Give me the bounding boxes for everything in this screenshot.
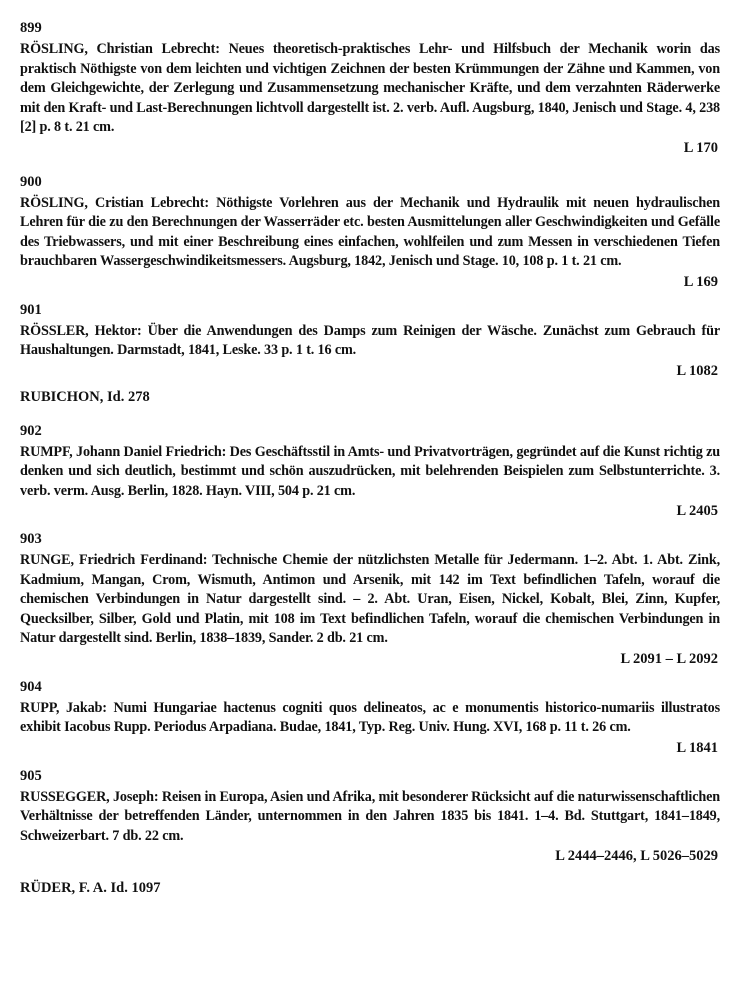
cross-reference-text: RUBICHON, Id. 278	[20, 388, 150, 405]
cross-reference-text: RÜDER, F. A. Id. 1097	[20, 880, 161, 896]
entry-shelfmark: L 169	[683, 273, 718, 290]
entry-number: 905	[20, 767, 42, 784]
catalog-entry-905	[20, 766, 720, 867]
entry-description	[20, 699, 720, 738]
entry-author: RUSSEGGER, Joseph:	[20, 788, 159, 805]
entry-text: Numi Hungariae hactenus cogniti quos delineatos, ac e monumentis historico-numariis illustratos exhibit Iacobus Rupp. Periodus Arpadiana. Budae, 1841, Typ. Reg. Univ. Hung. XVI, 168 p. 11 t. 26 cm.	[20, 699, 720, 735]
catalog-entry-901	[20, 300, 720, 381]
entry-number: 903	[20, 531, 42, 547]
entry-number: 900	[20, 173, 42, 190]
entry-number: 901	[20, 301, 42, 318]
entry-description	[20, 322, 720, 361]
entry-description	[20, 788, 720, 847]
catalog-entry-903	[20, 529, 720, 669]
entry-shelfmark: L 170	[683, 139, 718, 156]
entry-description	[20, 443, 720, 502]
entry-number: 902	[20, 422, 42, 439]
entry-text: Technische Chemie der nützlichsten Metalle für Jedermann. 1–2. Abt. 1. Abt. Zink, Kadmium, Mangan, Crom, Wismuth, Antimon und Arsenik, mit 142 im Text befindlichen Tafeln, worauf die chemischen Verbindungen in Natur dargestellt sind. – 2. Abt. Uran, Eisen, Nickel, Kobalt, Blei, Zinn, Kupfer, Quecksilber, Silber, Gold und Platin, mit 108 im Text befindlichen Tafeln, worauf die chemischen Verbindungen in Natur dargestellt sind. Berlin, 1838–1839, Sander. 2 db. 21 cm.	[20, 552, 721, 646]
entry-text: Des Geschäftsstil in Amts- und Privatvorträgen, gegründet auf die Kunst richtig zu denken und sich deutlich, bestimmt und schön auszudrücken, mit belehrenden Beispielen zum Selbstunterrichte. 3. verb. verm. Ausg. Berlin, 1828. Hayn. VIII, 504 p. 21 cm.	[20, 443, 720, 499]
entry-text: Über die Anwendungen des Damps zum Reinigen der Wäsche. Zunächst zum Gebrauch für Haushaltungen. Darmstadt, 1841, Leske. 33 p. 1 t. 16 cm.	[20, 322, 720, 358]
entry-description	[20, 194, 720, 272]
entry-shelfmark: L 1082	[676, 362, 718, 379]
entry-number: 904	[20, 678, 42, 695]
entry-author: RUNGE, Friedrich Ferdinand:	[20, 552, 208, 568]
catalog-entry-899	[20, 18, 720, 158]
entry-text: Nöthigste Vorlehren aus der Mechanik und Hydraulik mit neuen hydraulischen Lehren für die zu den Berechnungen der Wasserräder etc. besten Ausmittelungen aller Geschwindigkeiten und Gefälle des Triebwassers, und mit einer Beschreibung eines einfachen, wohlfeilen und zum Messen in verschiedenen Tiefen brauchbaren Wassergeschwindikeitsmessers. Augsburg, 1842, Jenisch und Stage. 10, 108 p. 1 t. 21 cm.	[20, 194, 720, 269]
entry-number: 899	[20, 20, 42, 36]
entry-author: RUMPF, Johann Daniel Friedrich:	[20, 443, 227, 460]
entry-author: RÖSSLER, Hektor:	[20, 322, 142, 339]
entry-description	[20, 40, 720, 138]
catalog-page	[20, 18, 720, 898]
entry-author: RUPP, Jakab:	[20, 699, 107, 716]
cross-reference-rubichon	[20, 387, 720, 407]
catalog-entry-902	[20, 421, 720, 522]
entry-shelfmark: L 1841	[676, 739, 718, 756]
entry-author: RÖSLING, Christian Lebrecht:	[20, 41, 220, 57]
catalog-entry-904	[20, 677, 720, 758]
entry-description	[20, 551, 720, 649]
cross-reference-ruder	[20, 878, 720, 898]
entry-author: RÖSLING, Cristian Lebrecht:	[20, 194, 209, 211]
entry-text: Neues theoretisch-praktisches Lehr- und Hilfsbuch der Mechanik worin das praktisch Nöthigste von dem leichten und vichtigen Zeichnen der besten Krümmungen der Zähne und Kammen, von dem Gleichgewichte, der Zerlegung und Zusammensetzung mechanischer Kräfte, und dem verzahnten Räderwerke mit den Kraft- und Last-Berechnungen lichtvoll dargestellt ist. 2. verb. Aufl. Augsburg, 1840, Jenisch und Stage. 4, 238 [2] p. 8 t. 21 cm.	[20, 41, 720, 135]
catalog-entry-900	[20, 172, 720, 292]
entry-text: Reisen in Europa, Asien und Afrika, mit besonderer Rücksicht auf die naturwissenschaftlichen Verhältnisse der betreffenden Länder, unternommen in den Jahren 1835 bis 1841. 1–4. Bd. Stuttgart, 1841–1849, Schweizerbart. 7 db. 22 cm.	[20, 788, 721, 844]
entry-shelfmark: L 2405	[676, 503, 718, 519]
entry-shelfmark: L 2091 – L 2092	[620, 650, 718, 667]
entry-shelfmark: L 2444–2446, L 5026–5029	[555, 848, 718, 864]
